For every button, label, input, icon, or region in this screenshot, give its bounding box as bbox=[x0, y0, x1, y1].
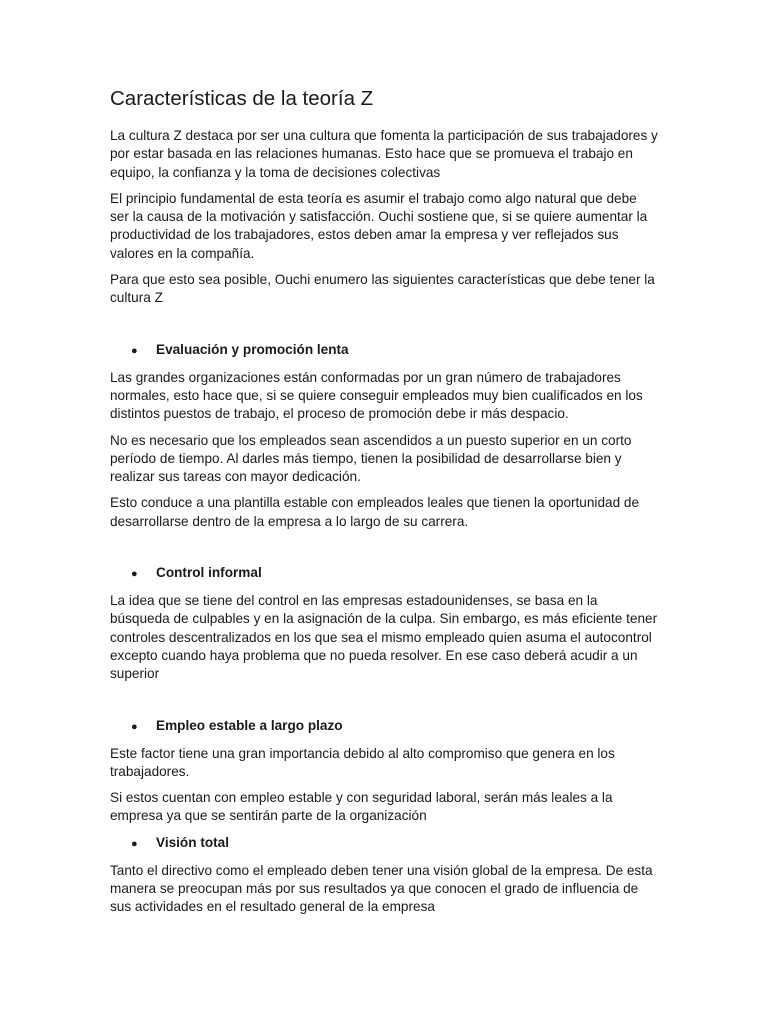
bullet-icon: ● bbox=[131, 837, 138, 850]
section-heading-text: Empleo estable a largo plazo bbox=[156, 717, 343, 733]
section-heading bbox=[110, 717, 658, 736]
intro-paragraph: El principio fundamental de esta teoría es asumir el trabajo como algo natural que debe ser la causa de la motivación y satisfacción. Ouchi sostiene que, si se quiere aumentar la productividad de los trabajadores, estos deben amar la empresa y ver reflejados sus valores en la compañía. bbox=[110, 190, 648, 261]
intro-paragraph: La cultura Z destaca por ser una cultura que fomenta la participación de sus trabajadores y por estar basada en las relaciones humanas. Esto hace que se promueva el trabajo en equipo, la confianza y la toma de decisiones colectivas bbox=[110, 128, 658, 180]
page-title: Características de la teoría Z bbox=[110, 87, 374, 110]
section-paragraph: La idea que se tiene del control en las empresas estadounidenses, se basa en la búsqueda de culpables y en la asignación de la culpa. Sin embargo, es más eficiente tener controles descentralizados en los que sea el mismo empleado quien asuma el autocontrol excepto cuando haya problema que no pueda resolver. En ese caso deberá acudir a un superior bbox=[110, 593, 658, 682]
section-paragraph: Las grandes organizaciones están conformadas por un gran número de trabajadores normales, esto hace que, si se quiere conseguir empleados muy bien cualificados en los distintos puestos de trabajo, el proceso de promoción debe ir más despacio. bbox=[110, 369, 643, 422]
section-heading-text: Control informal bbox=[156, 565, 262, 581]
section-heading-text: Evaluación y promoción lenta bbox=[156, 341, 349, 357]
section-heading bbox=[110, 834, 658, 853]
section-paragraph: Esto conduce a una plantilla estable con empleados leales que tienen la oportunidad de desarrollarse dentro de la empresa a lo largo de su carrera. bbox=[110, 495, 640, 529]
intro-paragraph: Para que esto sea posible, Ouchi enumero las siguientes características que debe tener la cultura Z bbox=[110, 272, 655, 306]
section-paragraph: Tanto el directivo como el empleado deben tener una visión global de la empresa. De esta manera se preocupan más por sus resultados ya que conocen el grado de influencia de sus actividades en el resultado general de la empresa bbox=[110, 862, 653, 915]
bullet-icon: ● bbox=[131, 344, 138, 357]
bullet-icon: ● bbox=[131, 720, 138, 733]
section-heading bbox=[110, 341, 658, 360]
section-paragraph: Este factor tiene una gran importancia debido al alto compromiso que genera en los trabajadores. bbox=[110, 745, 615, 779]
section-heading bbox=[110, 564, 658, 583]
section-paragraph: Si estos cuentan con empleo estable y con seguridad laboral, serán más leales a la empresa ya que se sentirán parte de la organización bbox=[110, 790, 613, 824]
document-page bbox=[110, 86, 658, 925]
section-paragraph: No es necesario que los empleados sean ascendidos a un puesto superior en un corto período de tiempo. Al darles más tiempo, tienen la posibilidad de desarrollarse bien y realizar sus tareas con mayor dedicación. bbox=[110, 432, 632, 485]
bullet-icon: ● bbox=[131, 568, 138, 581]
section-heading-text: Visión total bbox=[156, 834, 230, 850]
